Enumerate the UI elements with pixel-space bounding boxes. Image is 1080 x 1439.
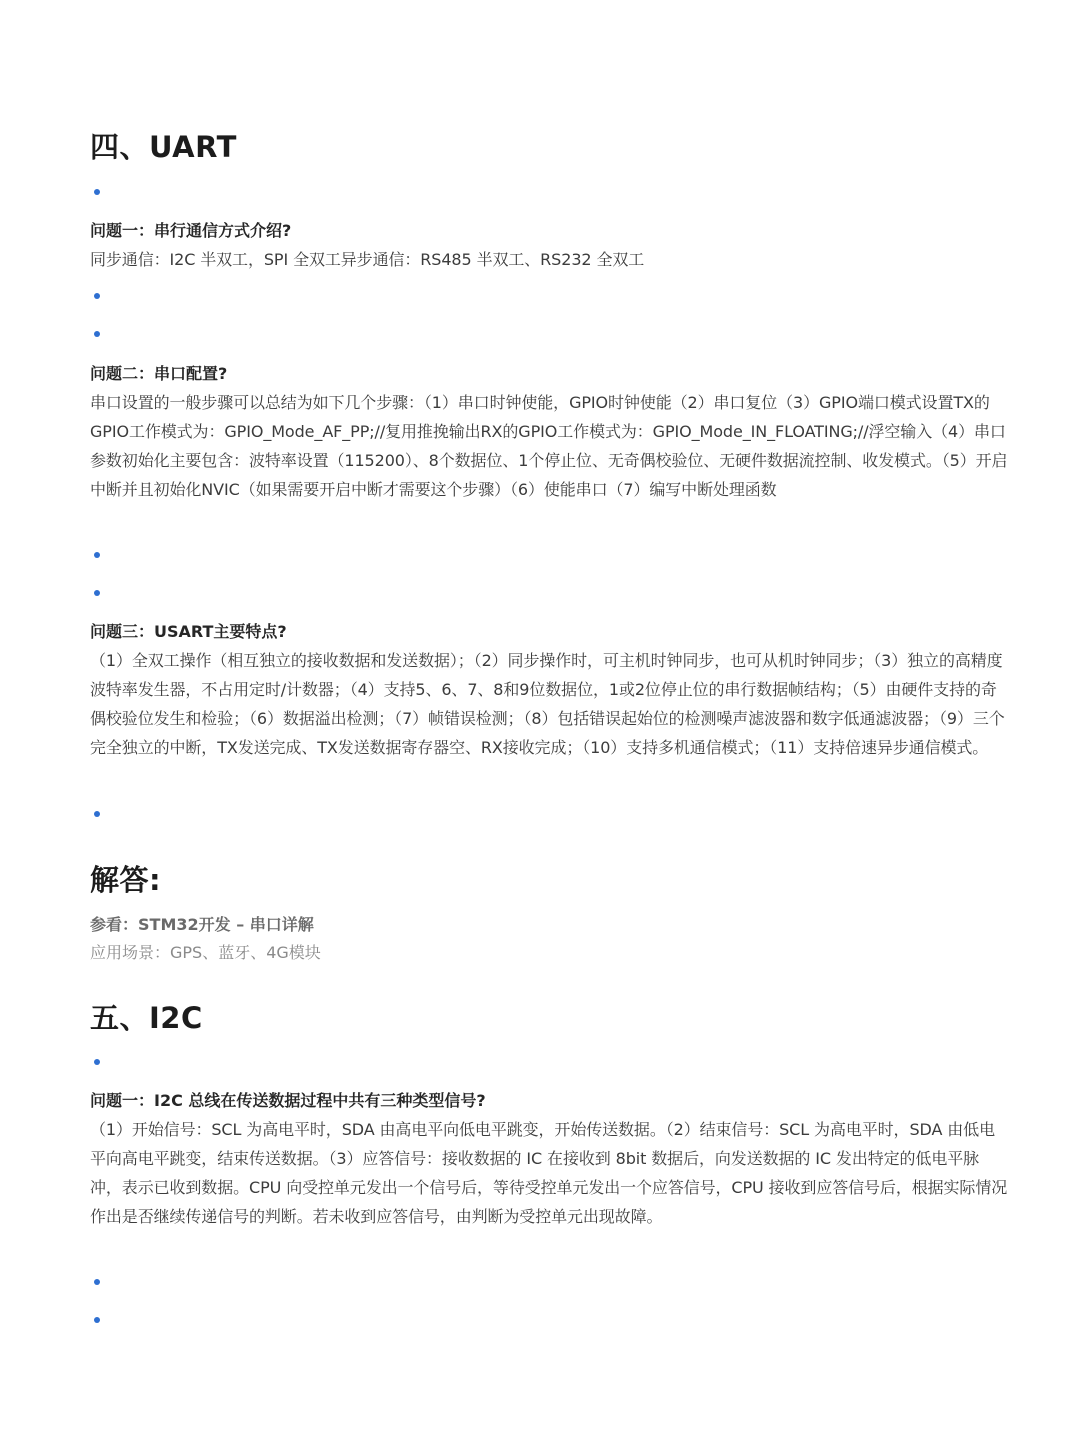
reference-link-text: 参看：STM32开发 – 串口详解	[90, 915, 314, 934]
answer-heading: 解答:	[90, 863, 162, 897]
answer-paragraph: 串口设置的一般步骤可以总结为如下几个步骤：（1）串口时钟使能，GPIO时钟使能（2）串口复位（3）GPIO端口模式设置TX的GPIO工作模式为：GPIO_Mode_AF_PP;//复用推挽输出RX的GPIO工作模式为：GPIO_Mode_IN_FLOATING;//浮空输入（4）串口参数初始化主要包含：波特率设置（115200）、8个数据位、1个停止位、无奇偶校验位、无硬件数据流控制、收发模式。（5）开启中断并且初始化NVIC（如果需要开启中断才需要这个步骤）（6）使能串口（7）编写中断处理函数	[90, 393, 1008, 499]
question-title: 问题一：串行通信方式介绍?	[90, 221, 292, 240]
question-title: 问题三：USART主要特点?	[90, 622, 287, 641]
bullet-dot	[94, 1317, 100, 1323]
answer-paragraph: （1）开始信号：SCL 为高电平时，SDA 由高电平向低电平跳变，开始传送数据。（2）结束信号：SCL 为高电平时，SDA 由低电平向高电平跳变，结束传送数据。（3）应答信号：接收数据的 IC 在接收到 8bit 数据后，向发送数据的 IC 发出特定的低电平脉冲，表示已收到数据。CPU 向受控单元发出一个信号后，等待受控单元发出一个应答信号，CPU 接收到应答信号后，根据实际情况作出是否继续传递信号的判断。若未收到应答信号，由判断为受控单元出现故障。	[90, 1120, 1008, 1226]
bullet-dot	[94, 552, 100, 558]
application-scenario: 应用场景：GPS、蓝牙、4G模块	[90, 943, 321, 962]
bullet-dot	[94, 331, 100, 337]
bullet-dot	[94, 189, 100, 195]
question-title: 问题二：串口配置?	[90, 364, 228, 383]
bullet-dot	[94, 1279, 100, 1285]
bullet-dot	[94, 293, 100, 299]
answer-paragraph: 同步通信：I2C 半双工，SPI 全双工异步通信：RS485 半双工、RS232 全双工	[90, 250, 645, 269]
bullet-dot	[94, 811, 100, 817]
bullet-dot	[94, 590, 100, 596]
question-title: 问题一：I2C 总线在传送数据过程中共有三种类型信号?	[90, 1091, 486, 1110]
answer-paragraph: （1）全双工操作（相互独立的接收数据和发送数据）；（2）同步操作时，可主机时钟同步，也可从机时钟同步；（3）独立的高精度波特率发生器，不占用定时/计数器；（4）支持5、6、7、8和9位数据位，1或2位停止位的串行数据帧结构；（5）由硬件支持的奇偶校验位发生和检验；（6）数据溢出检测；（7）帧错误检测；（8）包括错误起始位的检测噪声滤波器和数字低通滤波器；（9）三个完全独立的中断，TX发送完成、TX发送数据寄存器空、RX接收完成；（10）支持多机通信模式；（11）支持倍速异步通信模式。	[90, 651, 1005, 757]
bullet-dot	[94, 1059, 100, 1065]
section-heading-uart: 四、UART	[90, 130, 237, 164]
section-heading-i2c: 五、I2C	[90, 1001, 203, 1035]
